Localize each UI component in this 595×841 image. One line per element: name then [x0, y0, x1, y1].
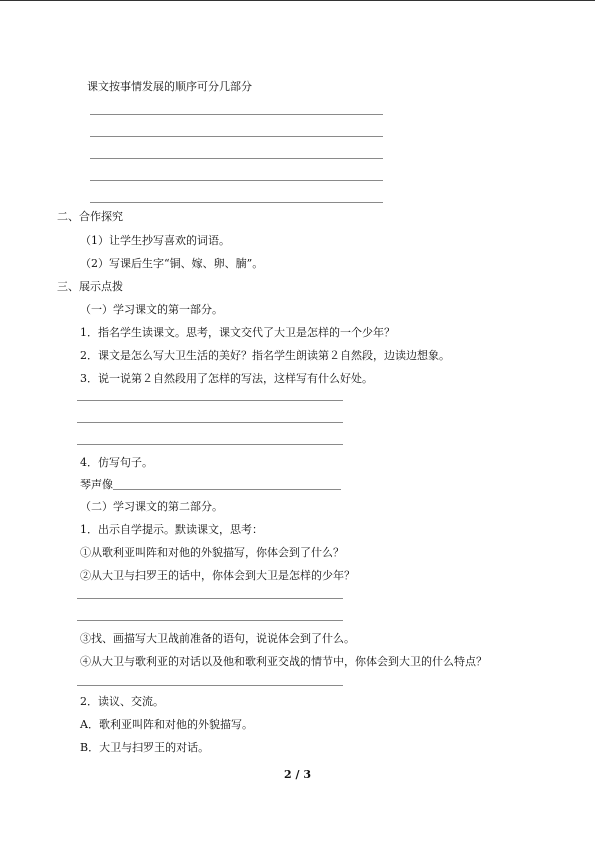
header-rule — [0, 0, 595, 1]
answer-line — [77, 444, 343, 445]
answer-line — [77, 598, 343, 599]
option-b: B．大卫与扫罗王的对话。 — [80, 741, 210, 754]
subsection-1: （一）学习课文的第一部分。 — [80, 303, 223, 316]
option-a: A．歌利亚叫阵和对他的外貌描写。 — [80, 718, 253, 731]
task-1: （1）让学生抄写喜欢的词语。 — [80, 234, 230, 247]
answer-line — [90, 158, 383, 159]
answer-line — [90, 136, 383, 137]
section-heading-2: 二、合作探究 — [57, 210, 123, 223]
imitation-prompt: 琴声像 — [80, 478, 113, 491]
fill-in-line — [113, 489, 341, 490]
page-number: 2 / 3 — [284, 768, 311, 781]
item-2: 2．课文是怎么写大卫生活的美好？指名学生朗读第２自然段，边读边想象。 — [80, 349, 450, 362]
item-4: 4．仿写句子。 — [80, 456, 153, 469]
answer-line — [77, 400, 343, 401]
item-3: 3．说一说第２自然段用了怎样的写法，这样写有什么好处。 — [80, 372, 373, 385]
answer-line — [77, 620, 343, 621]
point-1: ①从歌利亚叫阵和对他的外貌描写，你体会到了什么？ — [80, 546, 344, 559]
section-heading-3: 三、展示点拨 — [57, 280, 123, 293]
answer-line — [90, 114, 383, 115]
answer-line — [77, 422, 343, 423]
question-parts: 课文按事情发展的顺序可分几部分 — [87, 80, 252, 93]
item-1: 1．指名学生读课文。思考，课文交代了大卫是怎样的一个少年？ — [80, 326, 395, 339]
item-5: 1．出示自学提示。默读课文，思考： — [80, 523, 263, 536]
answer-line — [90, 180, 383, 181]
item-6: 2．读议、交流。 — [80, 695, 164, 708]
point-3: ③找、画描写大卫战前准备的语句，说说体会到了什么。 — [80, 632, 355, 645]
answer-line — [90, 202, 383, 203]
point-2: ②从大卫与扫罗王的话中，你体会到大卫是怎样的少年？ — [80, 569, 355, 582]
point-4: ④从大卫与歌利亚的对话以及他和歌利亚交战的情节中，你体会到大卫的什么特点？ — [80, 655, 487, 668]
answer-line — [77, 685, 343, 686]
task-2: （2）写课后生字“铜、嫁、卵、腩”。 — [80, 257, 264, 270]
subsection-2: （二）学习课文的第二部分。 — [80, 500, 223, 513]
